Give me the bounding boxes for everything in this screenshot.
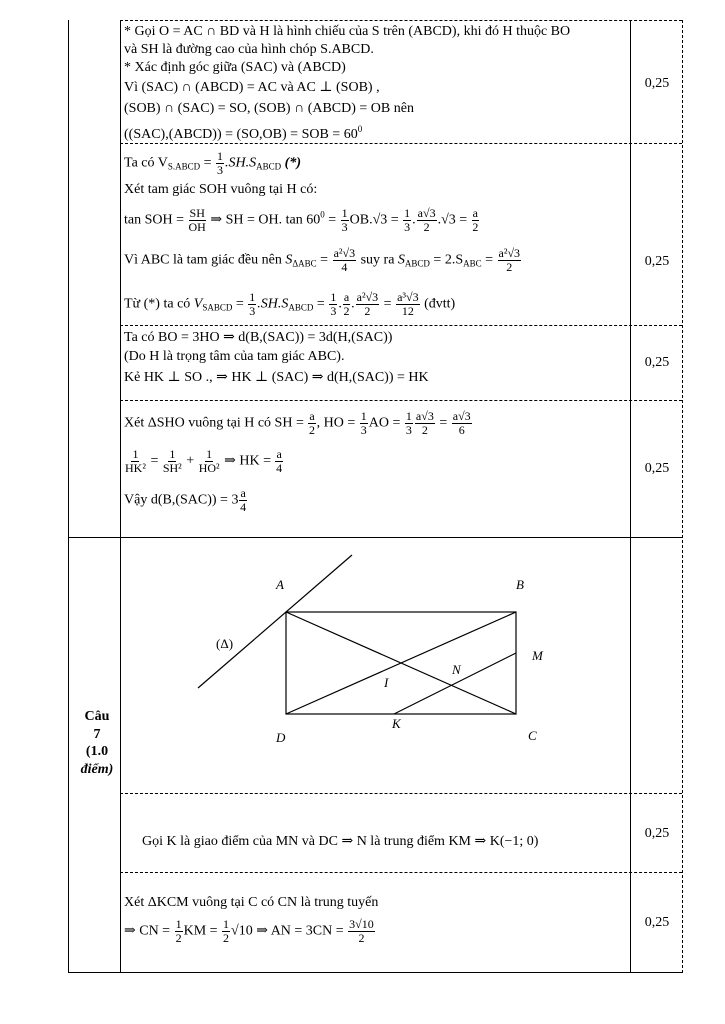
question-points: (1.0 [85, 744, 109, 759]
question-points-unit: điểm) [80, 761, 114, 777]
block2-line4: Vì ABC là tam giác đều nên $S_{\Delta ABC}$ = $\frac{\text{a²√3}}{4}$ suy ra $S_{ABCD} = 2.S_{ABC}$ = $\frac{\text{a²√3}}{2}$ [124, 246, 521, 274]
block1-line1: * Gọi O = AC ∩ BD và H là hình chiếu của S trên (ABCD), khi đó H thuộc BO [124, 24, 571, 39]
row-divider [120, 400, 682, 401]
question-label [70, 708, 124, 778]
line-delta [198, 555, 352, 688]
score-block5: 0,25 [644, 826, 670, 841]
table-border-right [682, 20, 683, 973]
block2-line5: Từ (*) ta có $V_{SABCD}$ = $\frac{1}{3}$ $.SH.S_{ABCD}$ = $\frac{1}{3}$ . $\frac{a}{2}$ . $\frac{\text{a²√3}}{2}$ = $\frac{\text{a³√3}}{12}$ (đvtt) [124, 290, 456, 318]
block4-line1: Xét ΔSHO vuông tại H có SH = $\frac{a}{2}$ , HO = $\frac{1}{3}$ AO = $\frac{1}{3}$ $\frac{a√3}{2}$ = $\frac{a√3}{6}$ [124, 409, 471, 437]
table-border-left [68, 20, 69, 973]
label-K: K [392, 716, 401, 731]
block2-line1: Ta có $V_{S.ABCD}$ = $\frac{1}{3}$ $.SH.S_{ABCD}$ (*) [124, 149, 301, 177]
label-delta: (Δ) [216, 636, 234, 651]
block1-line4: Vì (SAC) ∩ (ABCD) = AC và AC ⊥ (SOB) , [124, 80, 380, 95]
table-border-bottom [68, 972, 682, 973]
row-divider [120, 872, 682, 873]
block6-line2: ⇒ CN = $\frac{1}{2}$ KM = $\frac{1}{2}$ √10 ⇒ AN = 3CN = $\frac{3√10}{2}$ [124, 917, 374, 945]
row-divider [120, 325, 682, 326]
label-N: N [452, 662, 461, 677]
label-M: M [532, 648, 543, 663]
row-divider [120, 793, 682, 794]
question-word: Câu [84, 709, 110, 724]
block3-line3: Kẻ HK ⊥ SO ., ⇒ HK ⊥ (SAC) ⇒ d(H,(SAC)) = HK [124, 370, 429, 385]
block5-line: Gọi K là giao điểm của MN và DC ⇒ N là trung điểm KM ⇒ K(−1; 0) [142, 834, 539, 849]
block6-line1: Xét ΔKCM vuông tại C có CN là trung tuyến [124, 895, 379, 910]
row-divider [120, 20, 682, 21]
block1-line5: (SOB) ∩ (SAC) = SO, (SOB) ∩ (ABCD) = OB nên [124, 101, 414, 116]
label-D: D [276, 730, 286, 745]
table-divider-col2 [630, 20, 631, 973]
block4-line2: $\frac{1}{\text{HK²}}$ = $\frac{1}{\text{SH²}}$ + $\frac{1}{\text{HO²}}$ ⇒ HK = $\frac{a}{4}$ [125, 447, 283, 475]
block1-line2: và SH là đường cao của hình chóp S.ABCD. [124, 42, 374, 57]
score-block3: 0,25 [644, 355, 670, 370]
score-block2: 0,25 [644, 254, 670, 269]
block1-line3: * Xác định góc giữa (SAC) và (ABCD) [124, 60, 346, 75]
section-divider [68, 537, 682, 538]
geometry-figure [122, 540, 628, 790]
block2-line3: tan SOH = $\frac{SH}{OH}$ ⇒ SH = OH. $\tan 60^0$ = $\frac{1}{3}$ OB.√3 = $\frac{1}{3}$ . $\frac{a√3}{2}$ .√3 = $\frac{a}{2}$ [124, 206, 479, 234]
table-divider-col1 [120, 20, 121, 973]
question-number: 7 [93, 726, 101, 742]
block2-line2: Xét tam giác SOH vuông tại H có: [124, 182, 318, 197]
score-block4: 0,25 [644, 461, 670, 476]
score-block6: 0,25 [644, 915, 670, 930]
block1-line6: ((SAC),(ABCD)) = (SO,OB) = SOB = $60^0$ [124, 124, 363, 142]
label-B: B [516, 577, 524, 592]
label-I: I [384, 675, 389, 690]
block4-line3: Vậy d(B,(SAC)) = 3 $\frac{a}{4}$ [124, 486, 247, 514]
score-block1: 0,25 [644, 76, 670, 91]
label-A: A [276, 577, 284, 592]
label-C: C [528, 728, 537, 743]
block3-line1: Ta có BO = 3HO ⇒ d(B,(SAC)) = 3d(H,(SAC)) [124, 330, 393, 345]
block3-line2: (Do H là trọng tâm của tam giác ABC). [124, 349, 345, 364]
row-divider [120, 143, 682, 144]
